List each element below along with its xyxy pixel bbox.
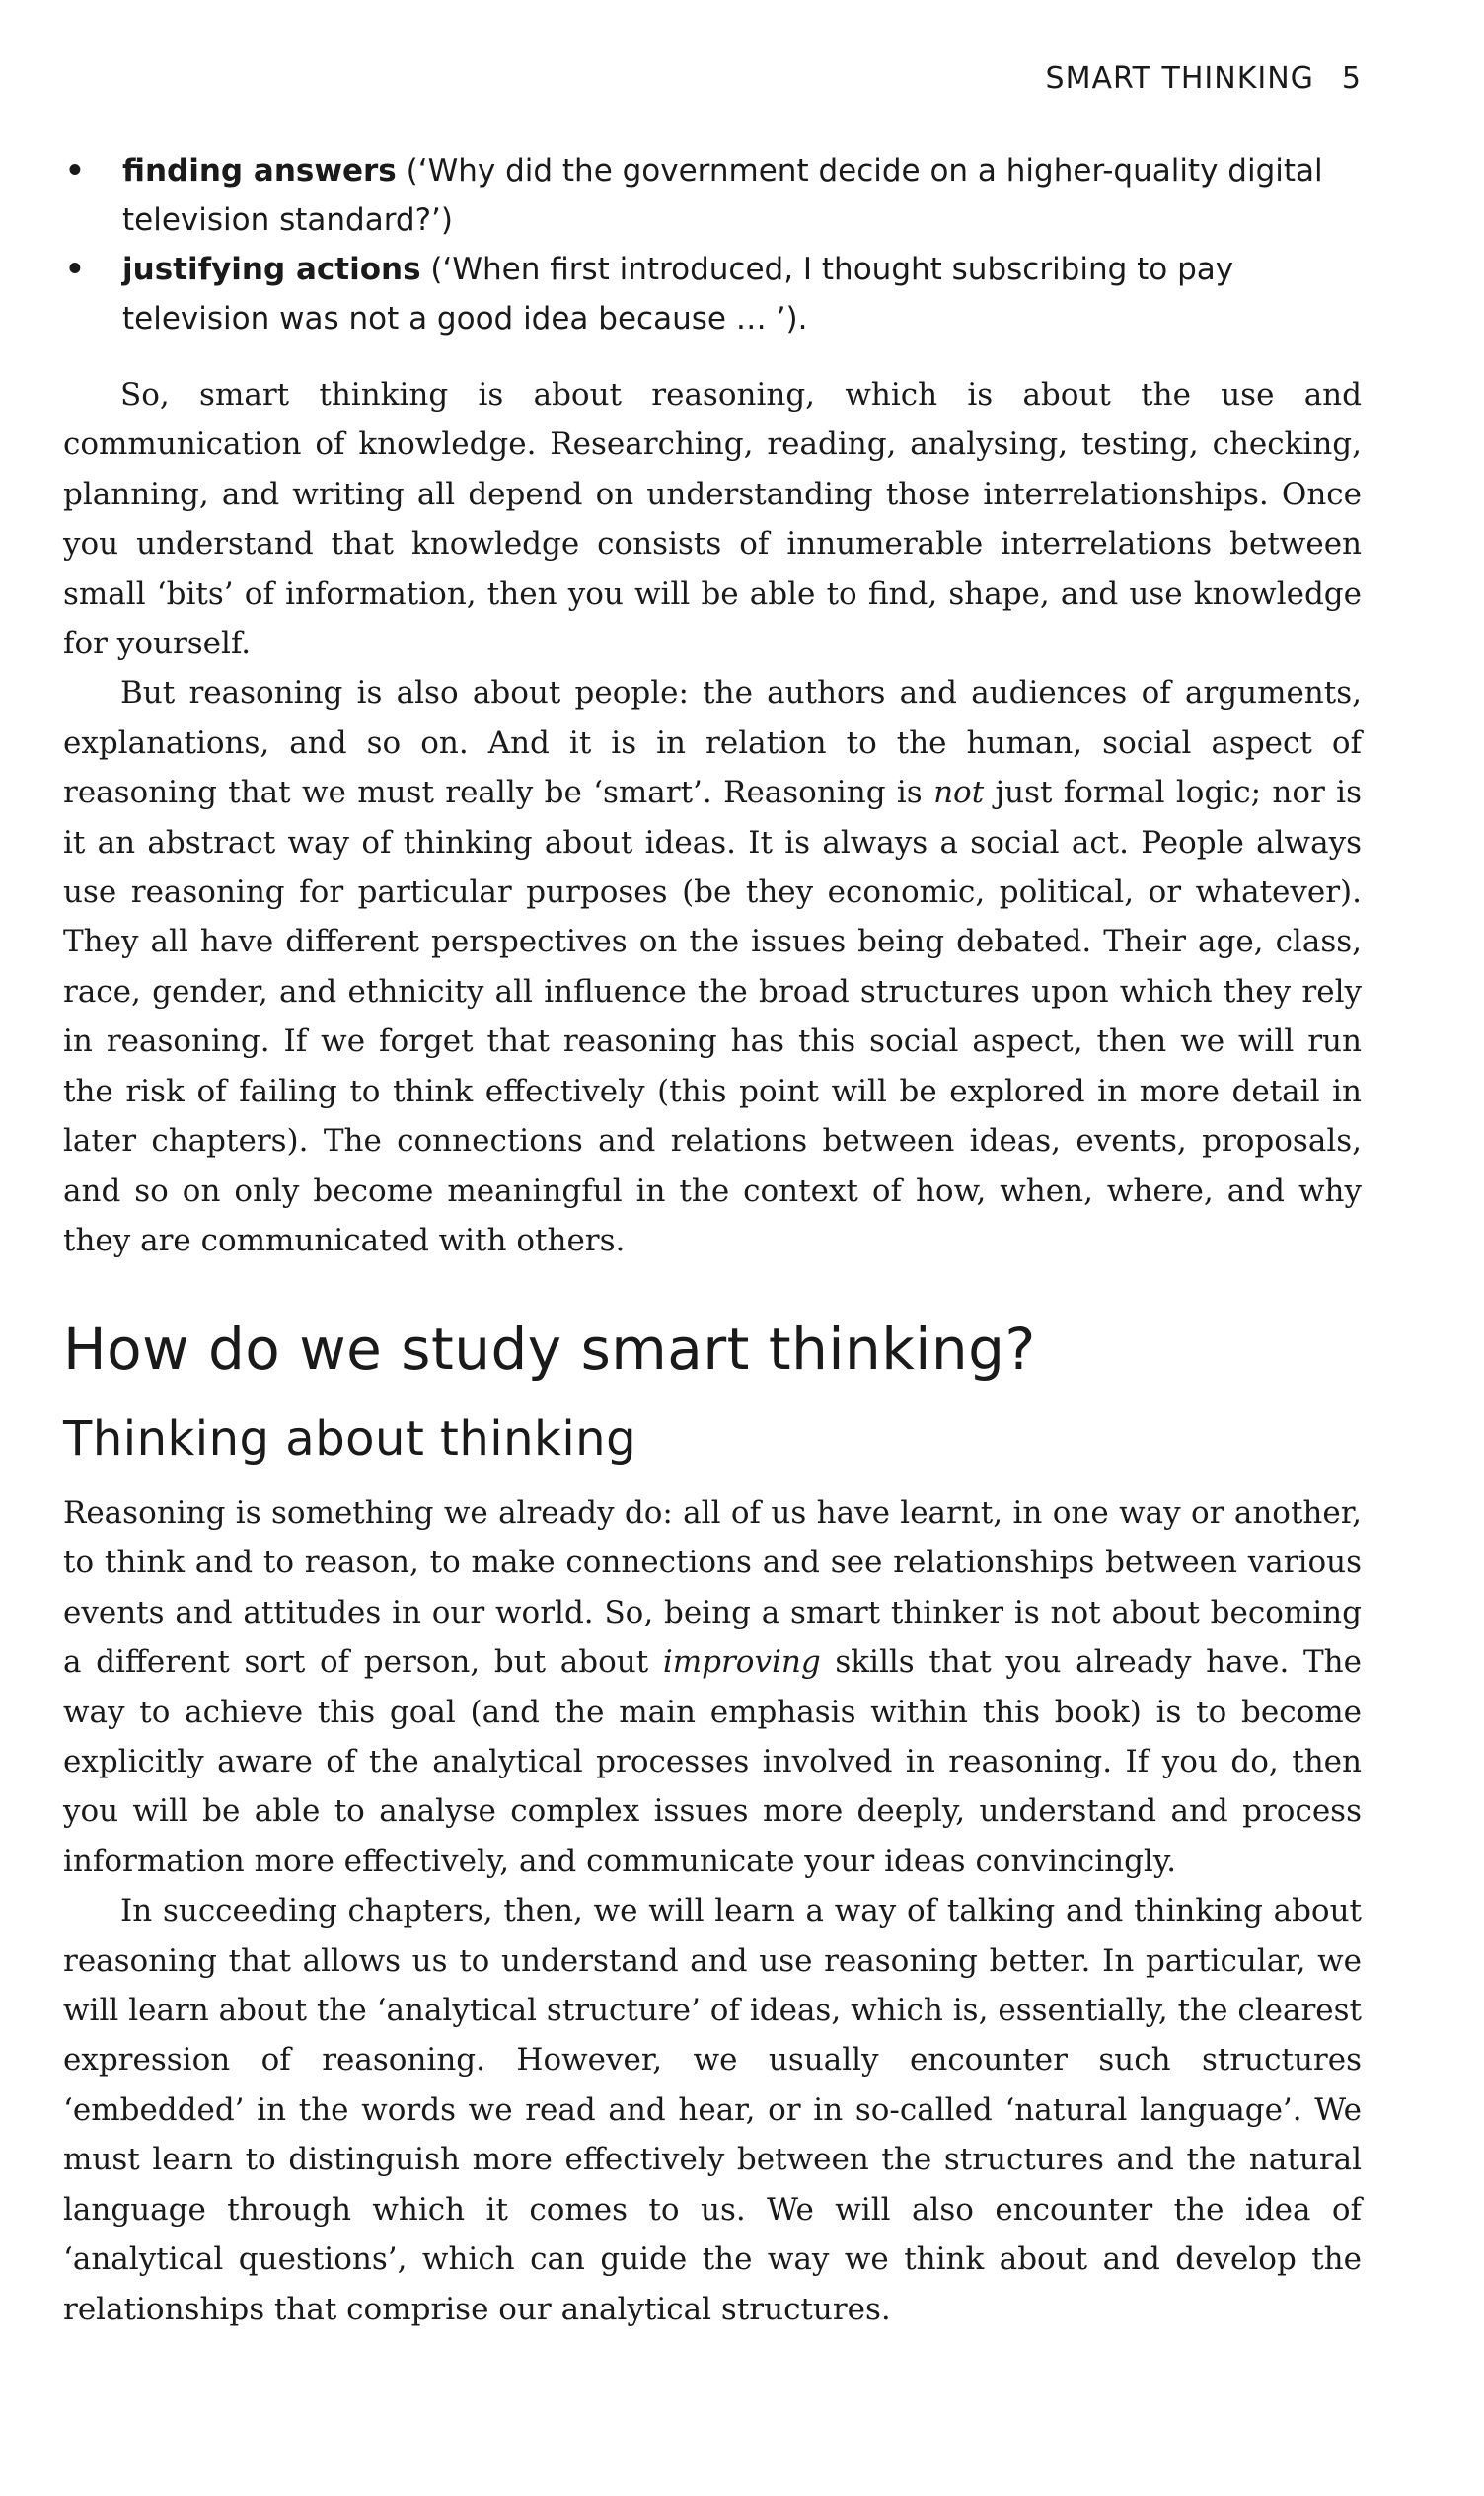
paragraph-text: But reasoning is also about people: the authors and audiences of arguments, explanations, and so on. And it is in relation to the human, social aspect of reasoning that we must really be ‘smart’. Reasoning is — [63, 675, 1362, 811]
paragraph-text: just formal logic; nor is it an abstract way of thinking about ideas. It is always a social act. People always use reasoning for particular purposes (be they economic, political, or whatever). They all have different perspectives on the issues being debated. Their age, class, race, gender, and ethnicity all influence the broad structures upon which they rely in reasoning. If we forget that reasoning has this social aspect, then we will run the risk of failing to think effectively (this point will be explored in more detail in later chapters). The connections and relations between ideas, events, proposals, and so on only become meaningful in the context of how, when, where, and why they are communicated with others. — [63, 775, 1362, 1258]
page-number: 5 — [1341, 61, 1362, 96]
paragraph-text: Reasoning is something we already do: all of us have learnt, in one way or another, to think and to reason, to make connections and see relationships between various events and attitudes in our world. So, being a smart thinker is not about becoming a different sort of person, but about — [63, 1495, 1362, 1681]
emphasis-text: improving — [662, 1644, 821, 1681]
paragraph-text: skills that you already have. The way to achieve this goal (and the main emphasis within this book) is to become explicitly aware of the analytical processes involved in reasoning. If you do, then you will be able to analyse complex issues more deeply, understand and process information more effectively, and communicate your ideas convincingly. — [63, 1644, 1362, 1879]
bullet-term: finding answers — [122, 153, 397, 189]
bullet-item — [63, 146, 1362, 245]
section-heading: How do we study smart thinking? — [63, 1316, 1036, 1383]
running-head — [1046, 61, 1362, 96]
paragraph: In succeeding chapters, then, we will learn a way of talking and thinking about reasoning that allows us to understand and use reasoning better. In particular, we will learn about the ‘analytical structure’ of ideas, which is, essentially, the clearest expression of reasoning. However, we usually encounter such structures ‘embedded’ in the words we read and hear, or in so-called ‘natural language’. We must learn to distinguish more effectively between the structures and the natural language through which it comes to us. We will also encounter the idea of ‘analytical questions’, which can guide the way we think about and develop the relationships that comprise our analytical structures. — [63, 1893, 1362, 2327]
study-section — [63, 1488, 1362, 2334]
bullet-term: justifying actions — [122, 252, 421, 287]
bullet-marker: • — [65, 252, 85, 287]
subsection-heading: Thinking about thinking — [63, 1411, 637, 1467]
bullet-item — [63, 245, 1362, 343]
bullet-text: (‘When first introduced, I thought subscribing to pay television was not a good idea because … ’). — [122, 252, 1234, 337]
paragraph: So, smart thinking is about reasoning, which is about the use and communication of knowledge. Researching, reading, analysing, testing, checking, planning, and writing all depend on understanding those interrelationships. Once you understand that knowledge consists of innumerable interrelations between small ‘bits’ of information, then you will be able to find, shape, and use knowledge for yourself. — [63, 377, 1362, 662]
intro-section — [63, 370, 1362, 1265]
emphasis-text: not — [933, 775, 985, 811]
running-head-title: SMART THINKING — [1045, 61, 1314, 96]
bullet-marker: • — [65, 153, 85, 189]
paragraph — [63, 1488, 1362, 1886]
bullet-list — [63, 146, 1362, 343]
paragraph — [63, 668, 1362, 1265]
bullet-text: (‘Why did the government decide on a higher-quality digital television standard?’) — [122, 153, 1323, 238]
